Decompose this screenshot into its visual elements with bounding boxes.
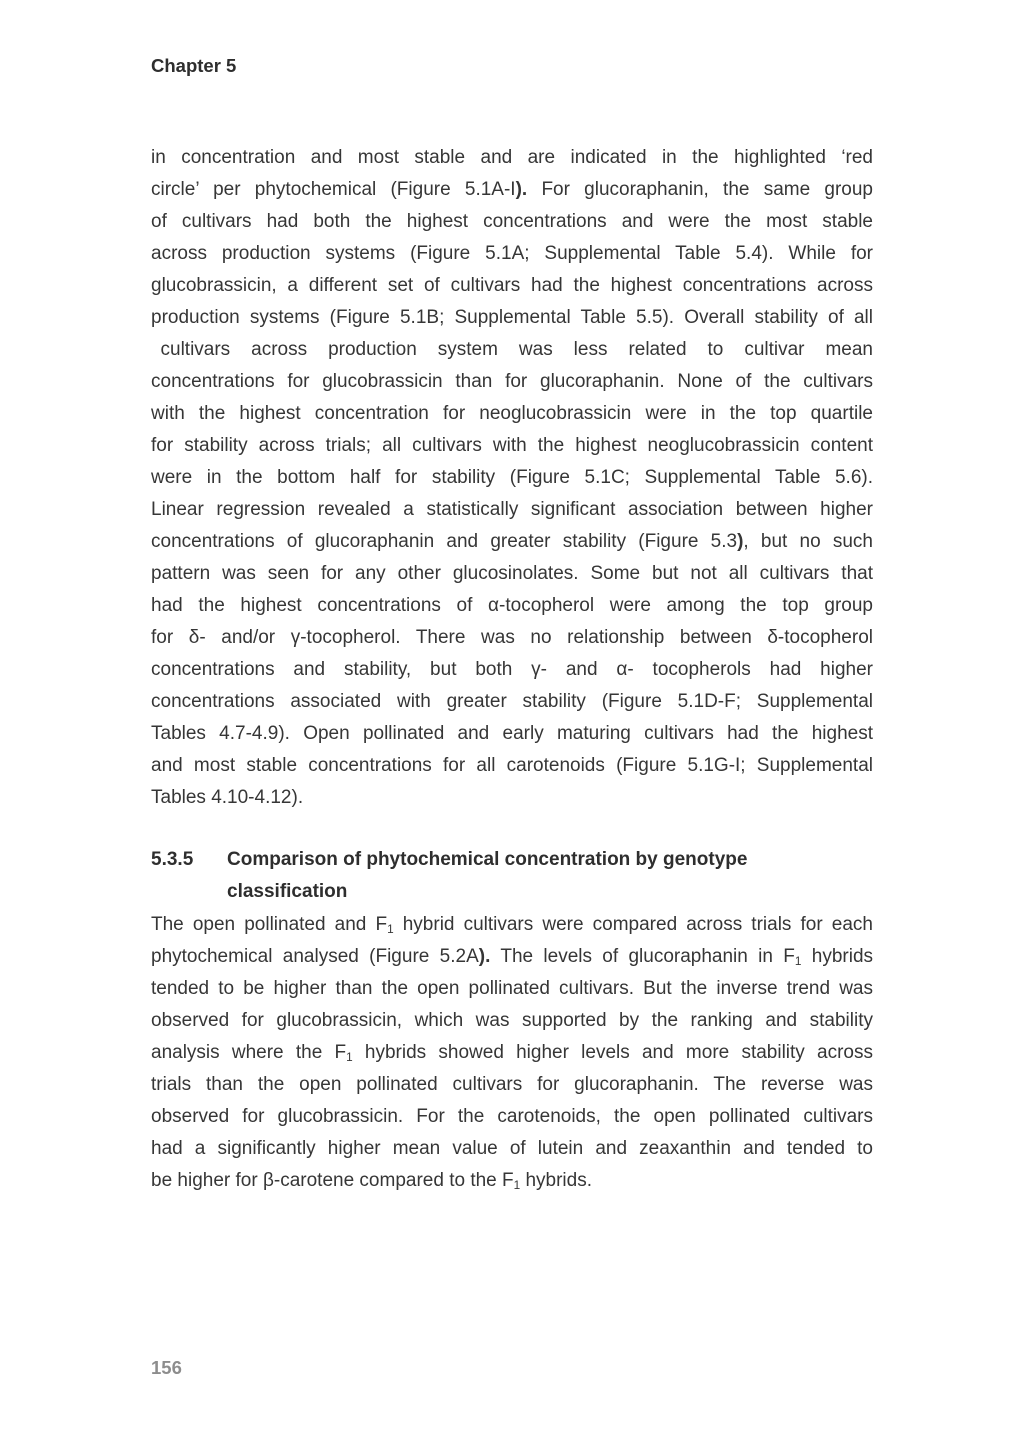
text-line: circle’ per phytochemical (Figure 5.1A-I). For glucoraphanin, the same group (151, 179, 873, 200)
text-line: production systems (Figure 5.1B; Supplemental Table 5.5). Overall stability of all (151, 307, 873, 328)
text-line: be higher for β-carotene compared to the $F_1$ hybrids. (151, 1170, 592, 1193)
text-line: concentrations of glucoraphanin and greater stability (Figure 5.3), but no such (151, 531, 873, 552)
text-line: cultivars across production system was less related to cultivar mean (151, 339, 873, 360)
text-line: tended to be higher than the open pollinated cultivars. But the inverse trend was (151, 978, 873, 999)
text-line: The open pollinated and $F_1$ hybrid cultivars were compared across trials for each (151, 914, 873, 937)
text-line: had a significantly higher mean value of lutein and zeaxanthin and tended to (151, 1138, 873, 1159)
section-number: 5.3.5 (151, 849, 194, 870)
text-line: observed for glucobrassicin, which was supported by the ranking and stability (151, 1010, 873, 1031)
section-title (227, 844, 747, 908)
text-line: concentrations and stability, but both γ- and α- tocopherols had higher (151, 659, 873, 680)
text-line: Comparison of phytochemical concentration by genotype (227, 849, 748, 870)
text-line: Linear regression revealed a statistically significant association between higher (151, 499, 873, 520)
chapter-header-label: Chapter 5 (151, 55, 237, 76)
text-line: trials than the open pollinated cultivars for glucoraphanin. The reverse was (151, 1074, 873, 1095)
text-line: for stability across trials; all cultivars with the highest neoglucobrassicin content (151, 435, 873, 456)
text-line: classification (227, 881, 348, 902)
body-paragraph-1 (151, 142, 873, 814)
page-number: 156 (151, 1357, 182, 1378)
text-line: Tables 4.7-4.9). Open pollinated and early maturing cultivars had the highest (151, 723, 873, 744)
text-line: across production systems (Figure 5.1A; Supplemental Table 5.4). While for (151, 243, 873, 264)
text-line: with the highest concentration for neoglucobrassicin were in the top quartile (151, 403, 873, 424)
text-line: observed for glucobrassicin. For the carotenoids, the open pollinated cultivars (151, 1106, 873, 1127)
text-line: for δ- and/or γ-tocopherol. There was no relationship between δ-tocopherol (151, 627, 873, 648)
text-line: phytochemical analysed (Figure 5.2A). The levels of glucoraphanin in $F_1$ hybrids (151, 946, 874, 969)
text-line: concentrations associated with greater stability (Figure 5.1D-F; Supplemental (151, 691, 873, 712)
text-line: of cultivars had both the highest concentrations and were the most stable (151, 211, 873, 232)
text-line: concentrations for glucobrassicin than for glucoraphanin. None of the cultivars (151, 371, 873, 392)
text-line: glucobrassicin, a different set of cultivars had the highest concentrations across (151, 275, 873, 296)
text-line: were in the bottom half for stability (Figure 5.1C; Supplemental Table 5.6). (151, 467, 873, 488)
text-line: had the highest concentrations of α-tocopherol were among the top group (151, 595, 873, 616)
text-line: and most stable concentrations for all carotenoids (Figure 5.1G-I; Supplemental (151, 755, 873, 776)
body-paragraph-2 (151, 909, 873, 1197)
text-line: pattern was seen for any other glucosinolates. Some but not all cultivars that (151, 563, 873, 584)
text-line: in concentration and most stable and are indicated in the highlighted ‘red (151, 147, 873, 168)
section-heading (151, 844, 873, 908)
text-line: analysis where the $F_1$ hybrids showed higher levels and more stability across (151, 1042, 873, 1065)
text-line: Tables 4.10-4.12). (151, 787, 304, 808)
